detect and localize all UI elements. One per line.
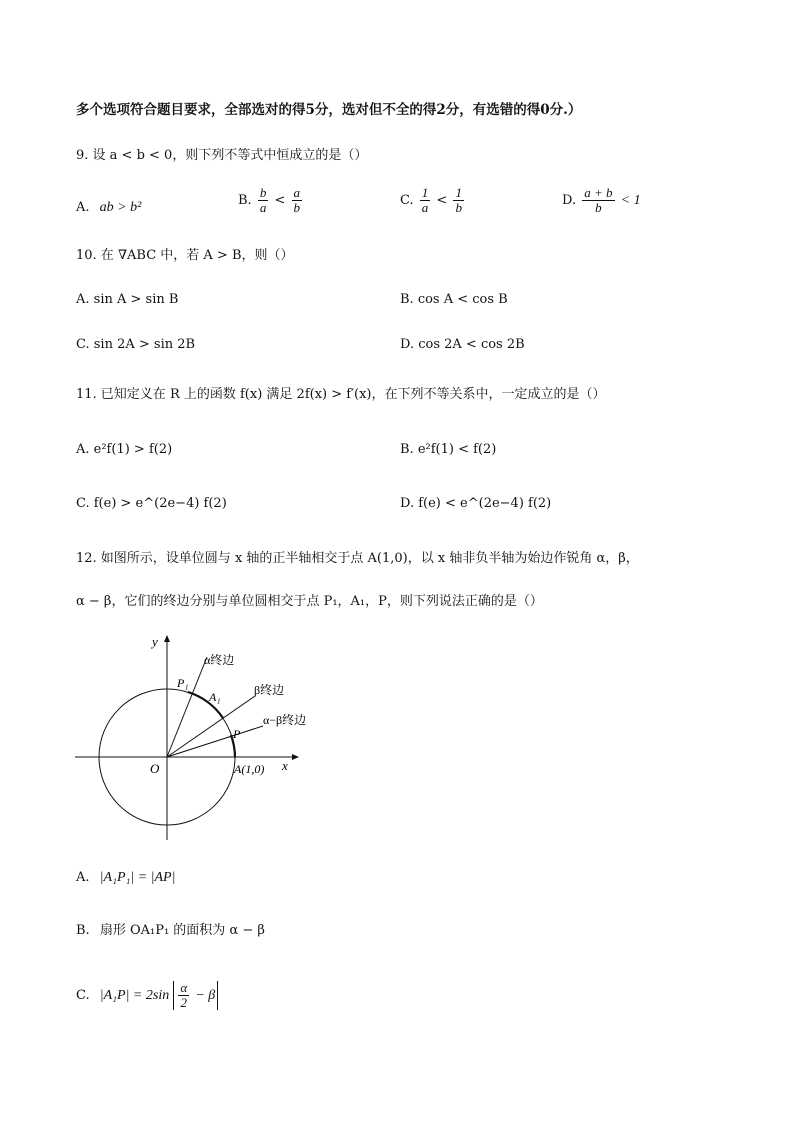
q9-option-d-fraction xyxy=(582,186,614,215)
unit-circle-figure xyxy=(70,630,340,850)
point-a-label: A(1,0) xyxy=(234,762,265,776)
x-axis-label: x xyxy=(282,758,288,773)
q9-option-b-label: B. xyxy=(238,193,252,208)
beta-terminal-side-label: β终边 xyxy=(254,683,285,697)
q11-option-a: A. e²f(1) > f(2) xyxy=(76,442,173,457)
q10-option-c: C. sin 2A > sin 2B xyxy=(76,337,196,352)
fraction-denominator: 2 xyxy=(180,995,188,1010)
fraction-denominator: b xyxy=(293,200,301,215)
question-12-stem-line2: α − β，它们的终边分别与单位圆相交于点 P₁，A₁，P，则下列说法正确的是（） xyxy=(76,594,543,609)
q11-option-d: D. f(e) < e^(2e−4) f(2) xyxy=(400,496,552,511)
point-a1-label: A₁ xyxy=(209,690,221,704)
q9-option-a xyxy=(76,198,141,218)
q9-option-d-tail: < 1 xyxy=(620,193,641,208)
fraction-denominator: b xyxy=(595,200,602,215)
q12-option-b-text: 扇形 OA₁P₁ 的面积为 α − β xyxy=(99,923,265,938)
q12-option-a xyxy=(76,868,175,888)
section-instructions: 多个选项符合题目要求，全部选对的得5分，选对但不全的得2分，有选错的得0分.） xyxy=(76,102,582,118)
q9-option-d xyxy=(562,186,641,215)
q9-option-b-left-fraction xyxy=(258,186,269,215)
point-p1-label: P₁ xyxy=(177,676,189,690)
q9-option-c-label: C. xyxy=(400,193,414,208)
q9-option-a-expr: ab > b² xyxy=(99,200,142,215)
question-11-stem: 11. 已知定义在 R 上的函数 f(x) 满足 2f(x) > f′(x)，在下列不等关系中，一定成立的是（） xyxy=(76,387,606,402)
question-12-stem-line1: 12. 如图所示，设单位圆与 x 轴的正半轴相交于点 A(1,0)，以 x 轴非负半轴为始边作锐角 α，β， xyxy=(76,551,639,566)
q12-option-c-tail: − β xyxy=(195,988,216,1003)
q10-option-d: D. cos 2A < cos 2B xyxy=(400,337,525,352)
q9-option-b-right-fraction xyxy=(292,186,303,215)
q12-option-a-label: A. xyxy=(76,870,90,885)
q12-option-c-absolute-value xyxy=(173,981,218,1010)
q9-option-a-label: A. xyxy=(76,200,90,215)
y-axis-label: y xyxy=(152,634,158,649)
q9-option-c-operator: < xyxy=(436,193,448,208)
q9-option-d-label: D. xyxy=(562,193,577,208)
q12-option-b xyxy=(76,921,265,941)
fraction-numerator: 1 xyxy=(455,185,462,200)
fraction-denominator: a xyxy=(259,200,267,215)
q12-option-b-label: B. xyxy=(76,923,90,938)
q12-option-a-expr: |A₁P₁| = |AP| xyxy=(99,870,176,885)
question-10-stem: 10. 在 ∇ABC 中，若 A > B，则（） xyxy=(76,248,294,263)
q9-option-b xyxy=(238,186,304,215)
q12-option-c xyxy=(76,981,218,1010)
alpha-terminal-side xyxy=(167,657,207,757)
fraction-numerator: 1 xyxy=(421,185,429,200)
y-axis-arrow xyxy=(164,635,170,642)
q9-option-c xyxy=(400,186,466,215)
fraction-denominator: a xyxy=(421,200,429,215)
q9-option-c-left-fraction xyxy=(420,186,431,215)
q11-option-c: C. f(e) > e^(2e−4) f(2) xyxy=(76,496,227,511)
origin-label: O xyxy=(150,761,160,776)
q10-option-a: A. sin A > sin B xyxy=(76,292,179,307)
q12-option-c-fraction xyxy=(178,981,189,1010)
q12-option-c-lhs: |A₁P| = 2sin xyxy=(99,988,170,1003)
x-axis-arrow xyxy=(292,754,299,760)
alpha-minus-beta-terminal-side xyxy=(167,726,263,757)
fraction-numerator: a xyxy=(293,185,301,200)
alpha-terminal-side-label: α终边 xyxy=(204,653,235,667)
alpha-minus-beta-terminal-side-label: α−β终边 xyxy=(263,713,307,727)
fraction-numerator: b xyxy=(259,185,267,200)
q10-option-b: B. cos A < cos B xyxy=(400,292,508,307)
fraction-numerator: a + b xyxy=(584,185,613,200)
question-9-stem: 9. 设 a < b < 0，则下列不等式中恒成立的是（） xyxy=(76,148,368,163)
fraction-numerator: α xyxy=(180,980,188,995)
fraction-denominator: b xyxy=(455,200,462,215)
q11-option-b: B. e²f(1) < f(2) xyxy=(400,442,497,457)
q12-option-c-label: C. xyxy=(76,988,90,1003)
q9-option-b-operator: < xyxy=(274,193,286,208)
q9-option-c-right-fraction xyxy=(453,186,464,215)
point-p-label: P xyxy=(233,727,241,741)
